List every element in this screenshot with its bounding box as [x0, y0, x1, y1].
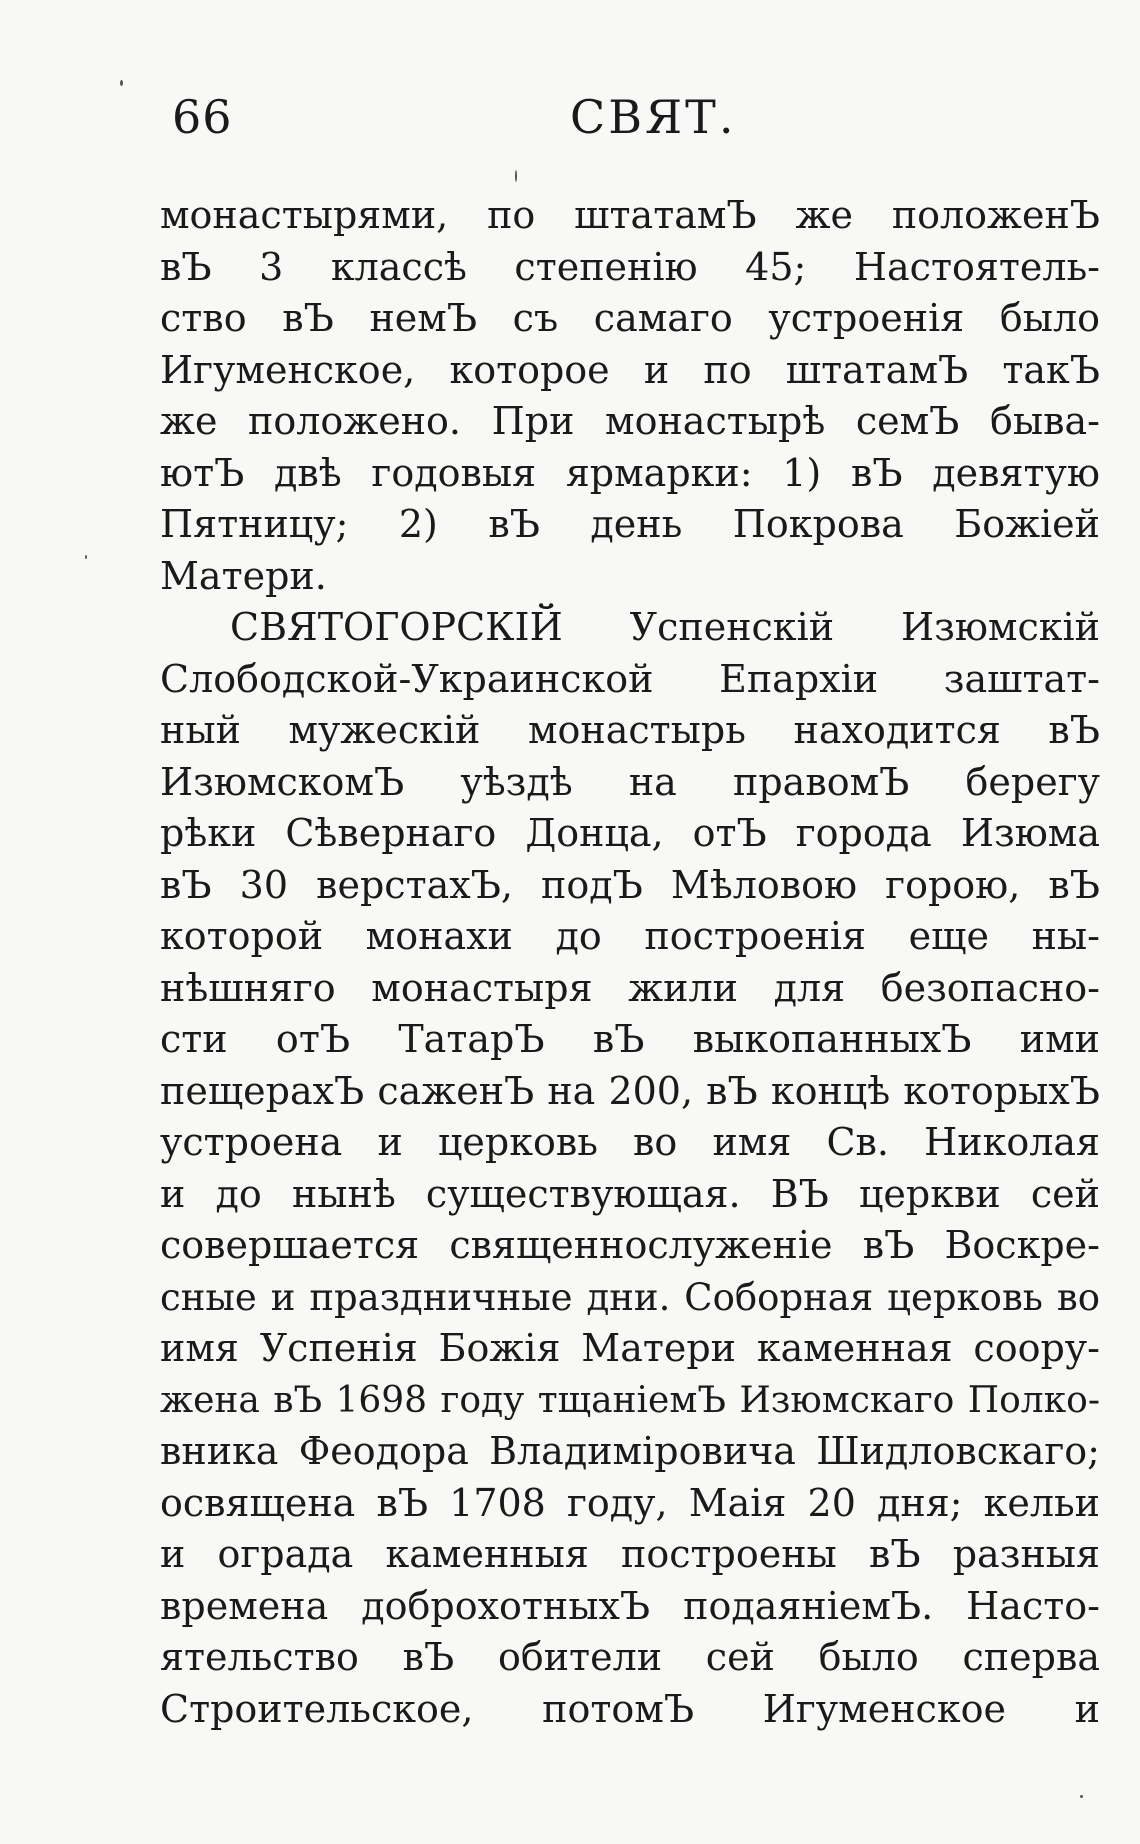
text-line: ютЪ двѣ годовыя ярмарки: 1) вЪ девятую — [160, 450, 1100, 495]
text-line: времена доброхотныхЪ подаяніемЪ. Насто- — [160, 1583, 1100, 1628]
running-head — [150, 82, 1050, 152]
text-line: ятельство вЪ обители сей было сперва — [160, 1635, 1100, 1679]
text-line: ный мужескій монастырь находится вЪ — [160, 708, 1100, 752]
text-line: Пятницу; 2) вЪ день Покрова Божіей — [160, 502, 1100, 546]
text-line: жена вЪ 1698 году тщаніемЪ Изюмскаго Полко- — [160, 1379, 1100, 1421]
text-line: освящена вЪ 1708 году, Маія 20 дня; кельи — [160, 1480, 1100, 1525]
text-line: устроена и церковь во имя Св. Николая — [160, 1120, 1100, 1164]
text-line: Строительское, потомЪ Игуменское и — [160, 1686, 1100, 1731]
text-line: ИзюмскомЪ уѣздѣ на правомЪ берегу — [160, 759, 1100, 804]
text-line: имя Успенія Божія Матери каменная соору- — [160, 1326, 1100, 1370]
text-line: и ограда каменныя построены вЪ разныя — [160, 1532, 1100, 1576]
ink-speck — [120, 80, 123, 86]
text-line: Игуменское, которое и по штатамЪ такЪ — [160, 347, 1100, 392]
text-line: монастырями, по штатамЪ же положенЪ — [160, 193, 1100, 237]
text-line: сные и праздничные дни. Соборная церковь во — [160, 1275, 1100, 1319]
text-line: которой монахи до построенія еще ны- — [160, 914, 1100, 958]
text-line: же положено. При монастырѣ семЪ быва- — [160, 399, 1100, 443]
text-line: сти отЪ ТатарЪ вЪ выкопанныхЪ ими — [160, 1017, 1100, 1061]
running-title: СВЯТ. — [570, 90, 737, 144]
text-line: пещерахЪ саженЪ на 200, вЪ концѣ которыхЪ — [160, 1068, 1100, 1113]
ink-speck — [85, 555, 87, 559]
entry-heading-line: СВЯТОГОРСКІЙ Успенскій Изюмскій — [230, 605, 1100, 649]
text-line: совершается священнослуженіе вЪ Воскре- — [160, 1223, 1100, 1267]
body-text — [160, 190, 1100, 1735]
ink-speck — [515, 170, 517, 182]
text-line: ство вЪ немЪ съ самаго устроенія было — [160, 296, 1100, 340]
text-line: рѣки Сѣвернаго Донца, отЪ города Изюма — [160, 811, 1100, 855]
text-line: нѣшняго монастыря жили для безопасно- — [160, 965, 1100, 1010]
text-line: Слободской-Украинской Епархіи заштат- — [160, 656, 1100, 701]
text-line: Матери. — [160, 553, 327, 598]
text-line: и до нынѣ существующая. ВЪ церкви сей — [160, 1171, 1100, 1216]
page-number: 66 — [172, 90, 233, 144]
ink-speck — [1080, 1795, 1083, 1798]
text-line: вЪ 3 классѣ степенію 45; Настоятель- — [160, 244, 1100, 289]
text-line: вЪ 30 верстахЪ, подЪ Мѣловою горою, вЪ — [160, 862, 1100, 907]
text-line: вника Феодора Владиміровича Шидловскаго; — [160, 1429, 1100, 1473]
